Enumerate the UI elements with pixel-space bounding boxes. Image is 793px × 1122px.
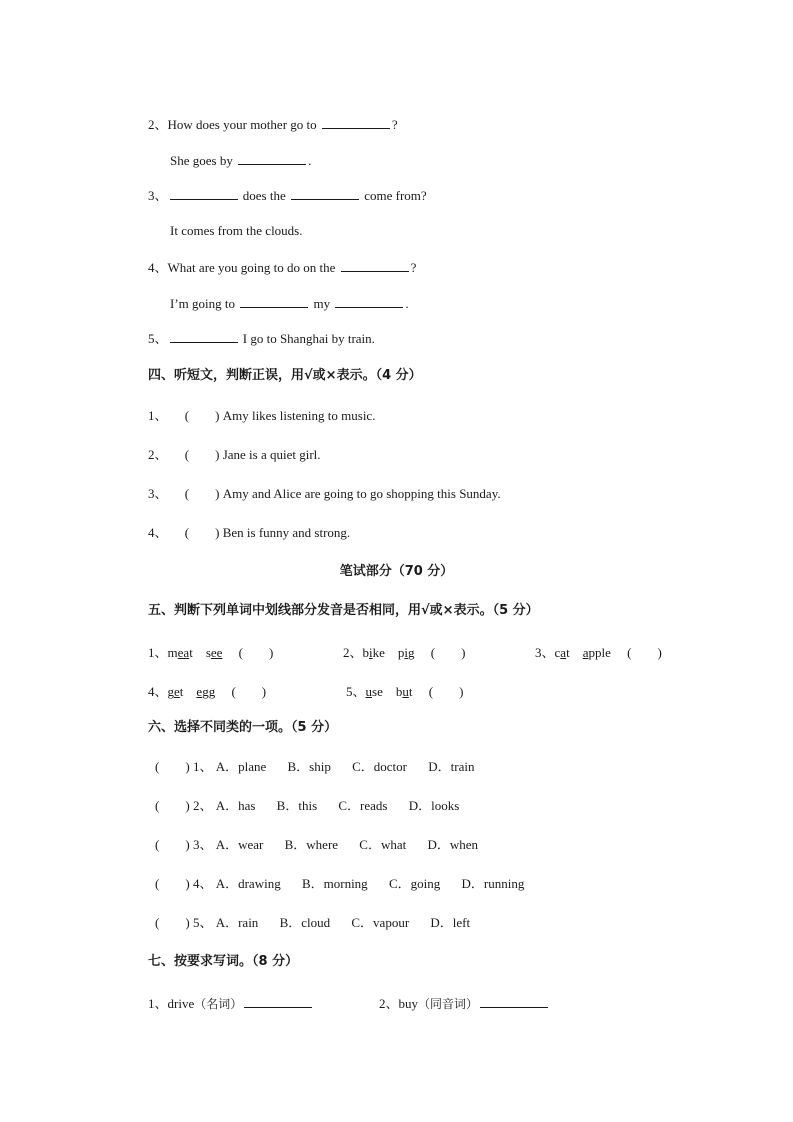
pronunciation-item-5: 5、use but ( ) — [346, 684, 464, 699]
option-a: A．drawing — [215, 876, 281, 891]
answer-paren[interactable]: ( ) — [430, 645, 466, 660]
option-d: D．looks — [408, 798, 460, 813]
option-d: D．running — [461, 876, 525, 891]
answer-blank[interactable] — [322, 116, 390, 129]
answer-paren[interactable]: ( ) — [184, 486, 220, 501]
answer-paren[interactable]: ( ) — [184, 447, 220, 462]
answer-paren[interactable]: ( ) — [155, 798, 190, 813]
pronunciation-item-2: 2、bike pig ( ) — [343, 645, 466, 660]
option-a: A．plane — [215, 759, 267, 774]
answer-blank[interactable] — [341, 259, 409, 272]
written-part-title: 笔试部分（70 分） — [339, 564, 454, 579]
answer-paren[interactable]: ( ) — [231, 684, 267, 699]
answer-paren[interactable]: ( ) — [155, 759, 190, 774]
question-4-2: 2、 ( ) Jane is a quiet girl. — [148, 447, 321, 462]
word-item-2: 2、buy（同音词） — [379, 993, 550, 1012]
section-4-heading: 四、听短文，判断正误，用√或×表示。（4 分） — [148, 368, 422, 383]
word-item-1: 1、drive（名词） — [148, 993, 314, 1012]
choice-question-2: ( ) 2、 A．has B．this C．reads D．looks — [155, 798, 460, 813]
pronunciation-item-1: 1、meat see ( ) — [148, 645, 274, 660]
answer-blank[interactable] — [170, 330, 238, 343]
option-a: A．rain — [215, 915, 259, 930]
option-b: B．morning — [301, 876, 368, 891]
answer-blank[interactable] — [480, 995, 548, 1008]
answer-blank[interactable] — [238, 152, 306, 165]
option-c: C．doctor — [352, 759, 407, 774]
question-3-2: 2、How does your mother go to ? — [148, 117, 398, 132]
option-a: A．has — [215, 798, 256, 813]
choice-question-4: ( ) 4、 A．drawing B．morning C．going D．running — [155, 876, 525, 891]
choice-question-3: ( ) 3、 A．wear B．where C．what D．when — [155, 837, 479, 852]
answer-3-2: She goes by . — [170, 153, 312, 168]
section-6-heading: 六、选择不同类的一项。（5 分） — [148, 720, 338, 735]
option-b: B．this — [276, 798, 318, 813]
answer-3-4: I’m going to my . — [170, 296, 409, 311]
question-4-1: 1、 ( ) Amy likes listening to music. — [148, 408, 376, 423]
answer-paren[interactable]: ( ) — [184, 525, 220, 540]
question-3-4: 4、What are you going to do on the ? — [148, 260, 417, 275]
answer-paren[interactable]: ( ) — [155, 837, 190, 852]
option-b: B．cloud — [279, 915, 331, 930]
section-7-heading: 七、按要求写词。（8 分） — [148, 954, 299, 969]
option-b: B．where — [284, 837, 339, 852]
choice-question-1: ( ) 1、 A．plane B．ship C．doctor D．train — [155, 759, 475, 774]
option-d: D．train — [428, 759, 475, 774]
choice-question-5: ( ) 5、 A．rain B．cloud C．vapour D．left — [155, 915, 471, 930]
pronunciation-item-4: 4、get egg ( ) — [148, 684, 267, 699]
answer-paren[interactable]: ( ) — [155, 876, 190, 891]
question-3-5: 5、 I go to Shanghai by train. — [148, 331, 375, 346]
option-c: C．what — [359, 837, 407, 852]
pronunciation-item-3: 3、cat apple ( ) — [535, 645, 662, 660]
option-b: B．ship — [287, 759, 331, 774]
answer-3-3: It comes from the clouds. — [170, 223, 303, 238]
option-c: C．going — [388, 876, 441, 891]
answer-paren[interactable]: ( ) — [627, 645, 662, 660]
question-4-3: 3、 ( ) Amy and Alice are going to go shopping this Sunday. — [148, 486, 501, 501]
answer-paren[interactable]: ( ) — [428, 684, 464, 699]
answer-blank[interactable] — [240, 295, 308, 308]
option-d: D．when — [427, 837, 479, 852]
question-4-4: 4、 ( ) Ben is funny and strong. — [148, 525, 351, 540]
option-c: C．reads — [338, 798, 388, 813]
answer-paren[interactable]: ( ) — [155, 915, 190, 930]
question-3-3: 3、 does the come from? — [148, 188, 427, 203]
answer-blank[interactable] — [170, 187, 238, 200]
answer-blank[interactable] — [335, 295, 403, 308]
answer-blank[interactable] — [244, 995, 312, 1008]
option-c: C．vapour — [351, 915, 410, 930]
section-5-heading: 五、判断下列单词中划线部分发音是否相同，用√或×表示。（5 分） — [148, 603, 539, 618]
option-a: A．wear — [215, 837, 264, 852]
answer-blank[interactable] — [291, 187, 359, 200]
answer-paren[interactable]: ( ) — [184, 408, 220, 423]
answer-paren[interactable]: ( ) — [238, 645, 274, 660]
option-d: D．left — [430, 915, 471, 930]
